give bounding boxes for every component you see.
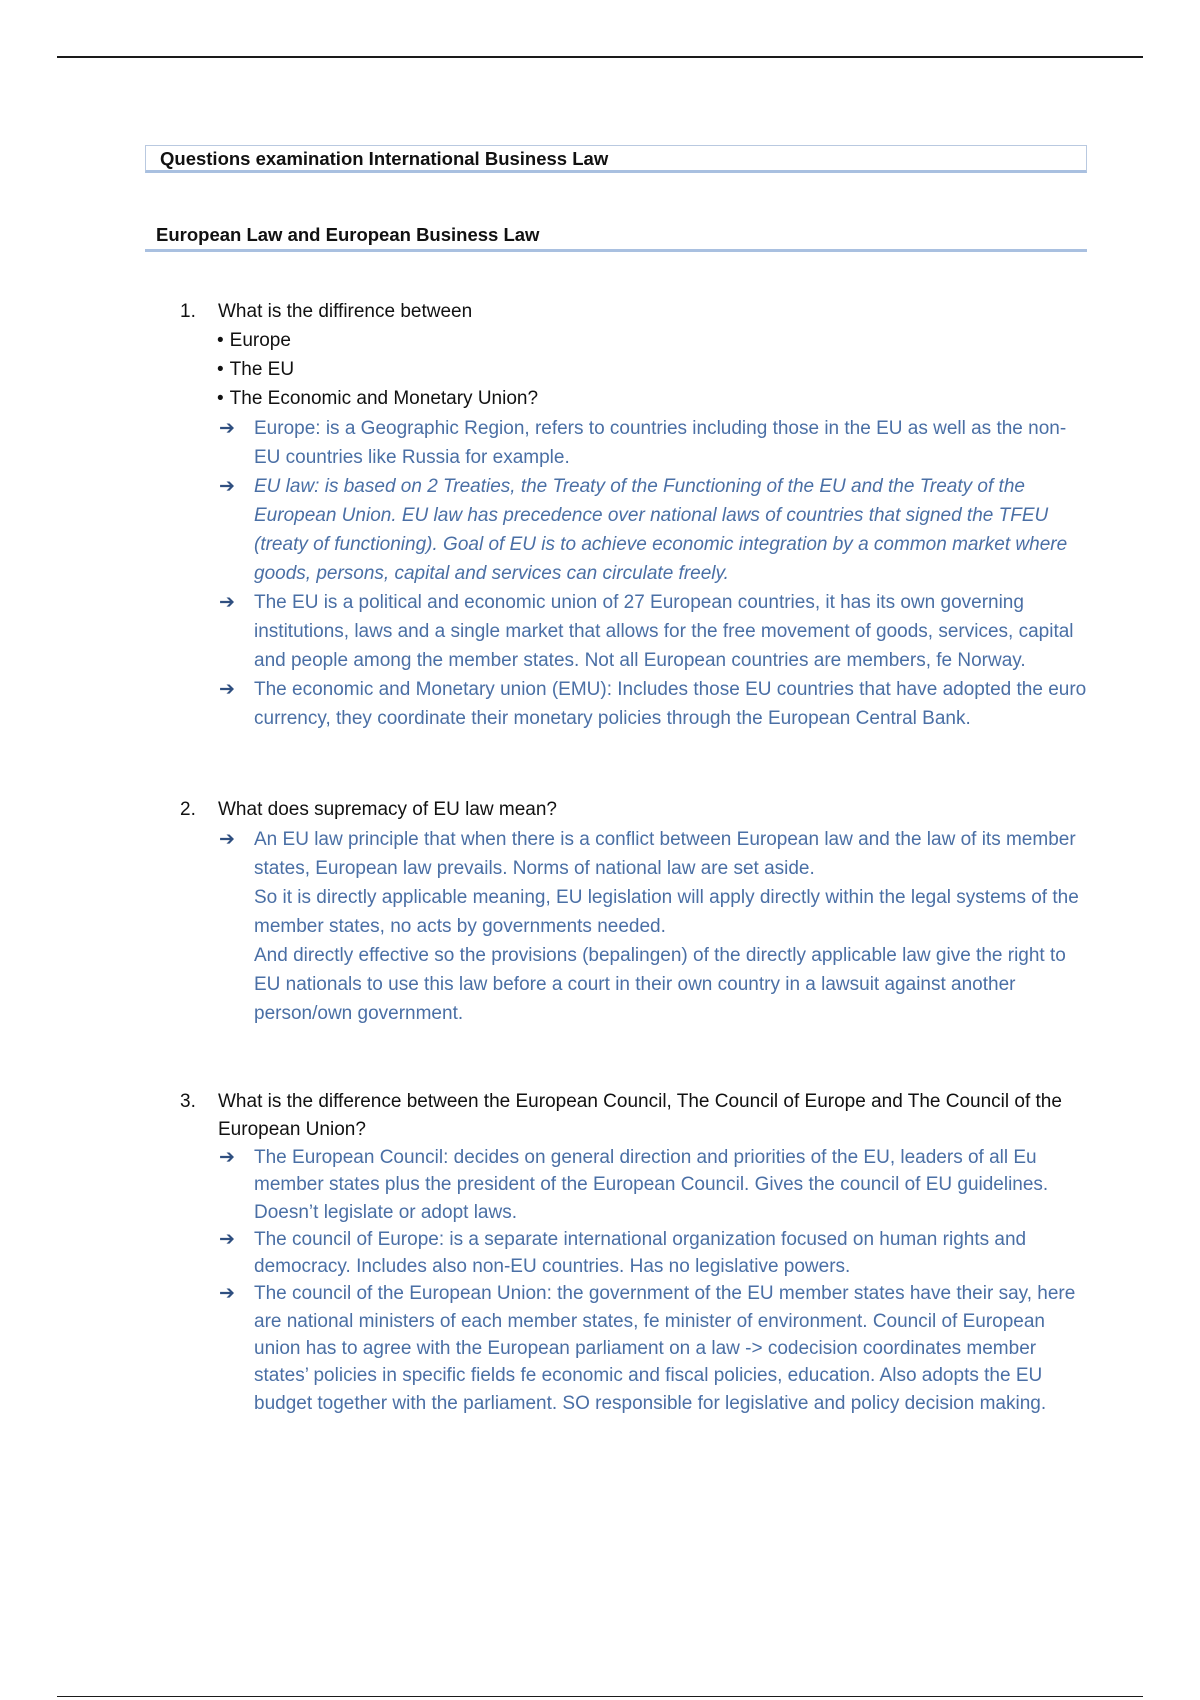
answer-paragraph: And directly effective so the provisions (bepalingen) of the directly applicable law give the right to EU nationals to use this law before a court in their own country in a lawsuit against another person/own government.: [254, 945, 1066, 1024]
answer-item: ➔ An EU law principle that when there is a conflict between European law and the law of its member states, European law prevails. Norms of national law are set aside.: [219, 825, 1089, 883]
arrow-icon: ➔: [219, 592, 235, 613]
bullet-item: • The EU: [217, 355, 1077, 384]
arrow-icon: ➔: [219, 1283, 235, 1305]
question-2-answers: [219, 825, 1089, 1028]
answer-item: ➔ The council of Europe: is a separate international organization focused on human rights and democracy. Includes also non-EU countries. Has no legislative powers.: [219, 1226, 1089, 1281]
answer-item: ➔ EU law: is based on 2 Treaties, the Treaty of the Functioning of the EU and the Treaty of the European Union. EU law has precedence over national laws of countries that signed the TFEU (treaty of functioning). Goal of EU is to achieve economic integration by a common market where goods, persons, capital and services can circulate freely.: [219, 472, 1089, 588]
section-title: European Law and European Business Law: [156, 224, 540, 245]
section-heading: [145, 222, 1087, 252]
answer-item: ➔ The economic and Monetary union (EMU): Includes those EU countries that have adopted the euro currency, they coordinate their monetary policies through the European Central Bank.: [219, 675, 1089, 733]
arrow-icon: ➔: [219, 829, 235, 850]
document-title-box: [145, 145, 1087, 173]
bullet-item: • The Economic and Monetary Union?: [217, 384, 1077, 413]
bullet-item: • Europe: [217, 326, 1077, 355]
answer-item: ➔ The European Council: decides on general direction and priorities of the EU, leaders of all Eu member states plus the president of the European Council. Gives the council of EU guidelines. Doesn’t legislate or adopt laws.: [219, 1144, 1089, 1226]
question-number: 3.: [180, 1091, 196, 1112]
footer-rule: [57, 1696, 1143, 1697]
question-number: 1.: [180, 301, 196, 322]
question-2: [180, 796, 1085, 824]
question-3: [180, 1088, 1085, 1144]
answer-item: ➔ The council of the European Union: the government of the EU member states have their say, here are national ministers of each member states, fe minister of environment. Council of European union has to agree with the European parliament on a law -> codecision coordinates member states’ policies in specific fields fe economic and fiscal policies, education. Also adopts the EU budget together with the parliament. SO responsible for legislative and policy decision making.: [219, 1280, 1089, 1416]
arrow-icon: ➔: [219, 679, 235, 700]
arrow-icon: ➔: [219, 418, 235, 439]
arrow-icon: ➔: [219, 1147, 235, 1168]
question-1-bullets: [217, 326, 1077, 413]
answer-item: ➔ Europe: is a Geographic Region, refers to countries including those in the EU as well as the non-EU countries like Russia for example.: [219, 414, 1089, 472]
question-1: [180, 298, 1085, 326]
question-number: 2.: [180, 799, 196, 820]
arrow-icon: ➔: [219, 476, 235, 497]
question-text: What is the diffirence between: [218, 301, 473, 322]
question-text: What is the difference between the European Council, The Council of Europe and The Council of the European Union?: [218, 1091, 1062, 1140]
question-3-answers: [219, 1144, 1089, 1417]
answer-paragraph: So it is directly applicable meaning, EU legislation will apply directly within the legal systems of the member states, no acts by governments needed.: [254, 887, 1079, 937]
answer-item: ➔ The EU is a political and economic union of 27 European countries, it has its own governing institutions, laws and a single market that allows for the free movement of goods, services, capital and people among the member states. Not all European countries are members, fe Norway.: [219, 588, 1089, 675]
header-rule: [57, 56, 1143, 58]
document-title: Questions examination International Business Law: [160, 148, 609, 169]
question-1-answers: [219, 414, 1089, 733]
question-text: What does supremacy of EU law mean?: [218, 799, 557, 820]
arrow-icon: ➔: [219, 1228, 235, 1250]
